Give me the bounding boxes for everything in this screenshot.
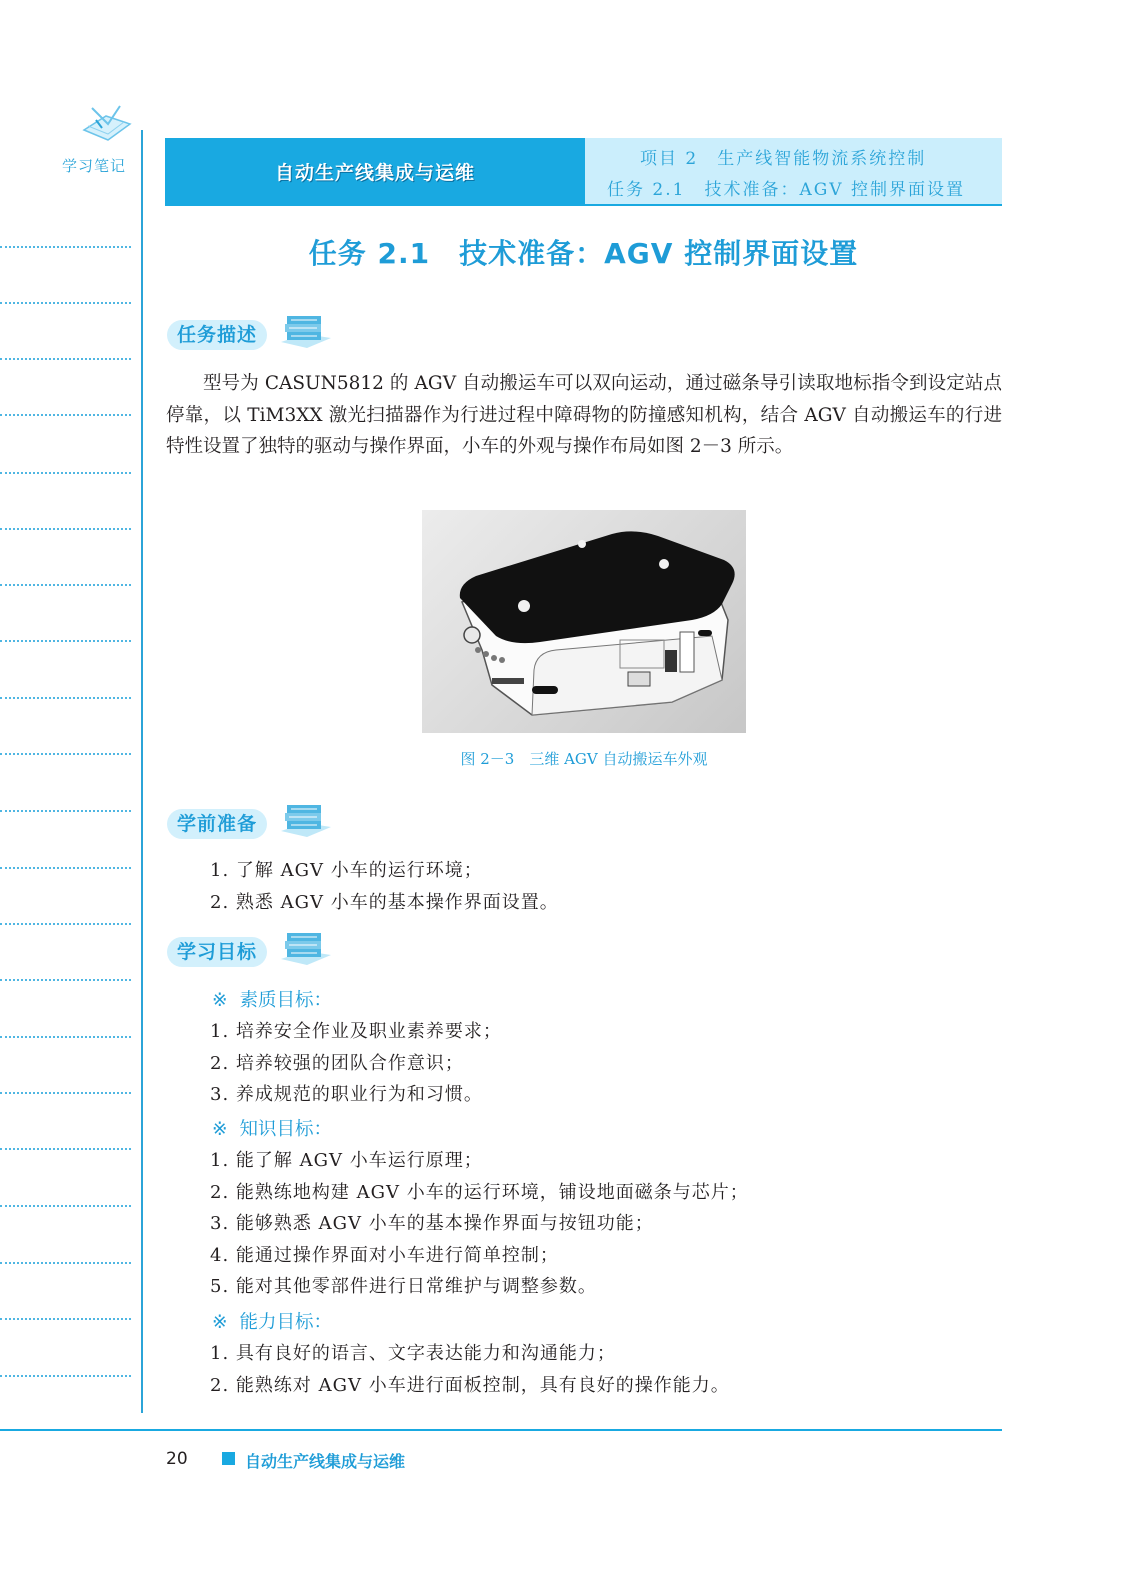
- knowledge-list: [210, 1145, 749, 1303]
- list-item: 2. 能熟练对 AGV 小车进行面板控制，具有良好的操作能力。: [210, 1374, 730, 1396]
- notes-divider: [141, 130, 143, 1413]
- books-icon: [277, 797, 333, 841]
- subhead-text: 素质目标：: [239, 990, 333, 1011]
- sensor-dome: [518, 600, 530, 612]
- list-item: 2. 培养较强的团队合作意识；: [210, 1052, 464, 1074]
- list-item: 2. 能熟练地构建 AGV 小车的运行环境，铺设地面磁条与芯片；: [210, 1181, 749, 1203]
- sensor-dome: [578, 540, 586, 548]
- page-title: 任务 2.1 技术准备：AGV 控制界面设置: [308, 237, 859, 270]
- list-item: 1. 了解 AGV 小车的运行环境；: [210, 860, 483, 881]
- subhead-ability: [212, 1308, 332, 1334]
- list-item: 3. 养成规范的职业行为和习惯。: [210, 1084, 483, 1105]
- footer-square-icon: [222, 1452, 235, 1465]
- agv-figure: [422, 510, 746, 733]
- sensor-dome: [659, 559, 669, 569]
- list-item: 5. 能对其他零部件进行日常维护与调整参数。: [210, 1276, 597, 1297]
- books-icon: [277, 308, 333, 352]
- list-item: 4. 能通过操作界面对小车进行简单控制；: [210, 1244, 559, 1266]
- quality-list: [210, 1016, 502, 1111]
- subhead-quality: [212, 986, 332, 1012]
- header-chapter-info: [585, 138, 1002, 204]
- footer-rule: [0, 1429, 1002, 1431]
- list-item: 1. 培养安全作业及职业素养要求；: [210, 1021, 502, 1042]
- header-underline: [165, 204, 1002, 206]
- header-book-title: 自动生产线集成与运维: [165, 138, 585, 204]
- paragraph-text: 型号为 CASUN5812 的 AGV 自动搬运车可以双向运动，通过磁条导引读取地标指令到设定站点停靠，以 TiM3XX 激光扫描器作为行进过程中障碍物的防撞感知机构，结合 AGV 自动搬运车的行进特性设置了独特的驱动与操作界面，小车的外观与操作布局如图 2－3 所示。: [166, 373, 1002, 457]
- section-label: 学前准备: [167, 809, 267, 839]
- notes-label: 学习笔记: [62, 157, 127, 175]
- preparation-list: [210, 855, 559, 918]
- note-lines: [0, 0, 131, 1410]
- figure-caption: 图 2－3 三维 AGV 自动搬运车外观: [460, 750, 708, 768]
- section-label: 任务描述: [167, 320, 267, 350]
- task-description-paragraph: [166, 368, 1002, 463]
- reference-mark: ※: [212, 1119, 228, 1140]
- reference-mark: ※: [212, 990, 228, 1011]
- subhead-text: 能力目标：: [239, 1312, 333, 1333]
- page-number: 20: [166, 1449, 188, 1469]
- agv-illustration: [422, 510, 746, 733]
- list-item: 1. 具有良好的语言、文字表达能力和沟通能力；: [210, 1343, 616, 1364]
- subhead-knowledge: [212, 1115, 332, 1141]
- section-label: 学习目标: [167, 937, 267, 967]
- list-item: 2. 熟悉 AGV 小车的基本操作界面设置。: [210, 891, 559, 913]
- ability-list: [210, 1338, 730, 1401]
- list-item: 1. 能了解 AGV 小车运行原理；: [210, 1150, 483, 1171]
- books-icon: [277, 925, 333, 969]
- reference-mark: ※: [212, 1312, 228, 1333]
- header-task-line: 任务 2.1 技术准备：AGV 控制界面设置: [607, 180, 965, 200]
- list-item: 3. 能够熟悉 AGV 小车的基本操作界面与按钮功能；: [210, 1213, 654, 1234]
- footer-book-title: 自动生产线集成与运维: [245, 1452, 406, 1471]
- subhead-text: 知识目标：: [239, 1119, 333, 1140]
- header-project-line: 项目 2 生产线智能物流系统控制: [640, 149, 927, 169]
